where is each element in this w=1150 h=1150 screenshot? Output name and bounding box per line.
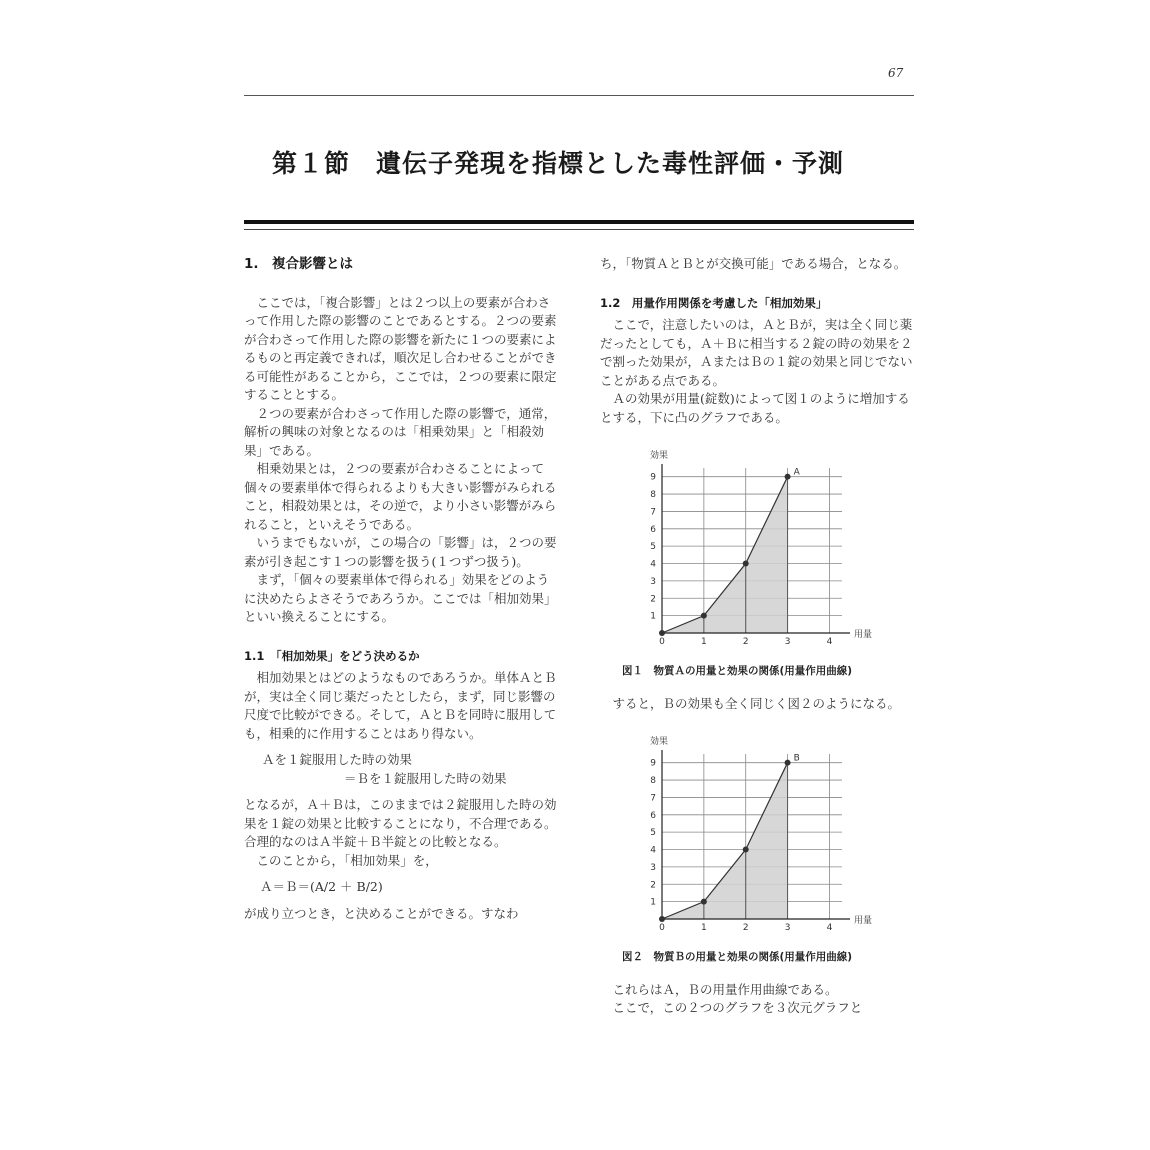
paragraph: これらはＡ，Ｂの用量作用曲線である。 <box>612 981 838 997</box>
subsection-heading: 1.2 用量作用関係を考慮した「相加効果」 <box>600 295 828 310</box>
paragraph: となるが，Ａ＋Ｂは，このままでは２錠服用した時の効果を１錠の効果と比較することになり，不合理である。合理的なのはＡ半錠＋Ｂ半錠との比較となる。 <box>244 797 557 849</box>
x-tick-label: 3 <box>784 923 791 933</box>
y-tick-label: 5 <box>650 828 656 839</box>
page-number: 67 <box>888 66 904 80</box>
x-tick-label: 1 <box>700 637 707 647</box>
y-tick-label: 8 <box>650 776 656 787</box>
y-tick-label: 7 <box>650 793 656 804</box>
title-rule-thin <box>244 229 914 230</box>
y-tick-label: 2 <box>650 594 656 605</box>
paragraph: ち，「物質ＡとＢとが交換可能」である場合，となる。 <box>600 256 907 271</box>
shaded-area <box>662 477 788 633</box>
paragraph: まず，「個々の要素単体で得られる」効果をどのように決めたらよさそうであろうか。ここでは「相加効果」といい換えることにする。 <box>244 572 557 624</box>
x-axis-label: 用量 <box>854 630 873 640</box>
data-point <box>743 847 749 853</box>
paragraph: ここで，注意したいのは，ＡとＢが，実は全く同じ薬だったとしても，Ａ＋Ｂに相当する２錠の時の効果を２で割った効果が，ＡまたはＢの１錠の効果と同じでないことがある点である。 <box>600 317 913 388</box>
title-rule-thick <box>244 220 914 224</box>
x-tick-label: 1 <box>700 923 707 933</box>
paragraph: 相乗効果とは，２つの要素が合わさることによって個々の要素単体で得られるよりも大きい影響がみられること，相殺効果とは，その逆で，より小さい影響がみられること，といえそうである。 <box>244 461 557 532</box>
chapter-title: 第１節 遺伝子発現を指標とした毒性評価・予測 <box>272 149 845 178</box>
x-tick-label: 4 <box>826 923 833 933</box>
y-tick-label: 4 <box>650 845 656 856</box>
dose-response-chart-a <box>614 445 894 660</box>
x-tick-label: 3 <box>784 637 791 647</box>
figure-caption: 図２ 物質Ｂの用量と効果の関係(用量作用曲線) <box>622 951 853 963</box>
paragraph: いうまでもないが，この場合の「影響」は，２つの要素が引き起こす１つの影響を扱う(１つずつ扱う)。 <box>244 535 557 569</box>
y-tick-label: 9 <box>650 758 656 769</box>
point-label: B <box>793 753 800 764</box>
x-tick-label: 2 <box>742 923 749 933</box>
y-axis-label: 効果 <box>650 737 669 747</box>
data-point <box>701 899 707 905</box>
subsection-heading: 1.1 「相加効果」をどう決めるか <box>244 648 420 663</box>
y-tick-label: 3 <box>650 576 656 587</box>
y-tick-label: 2 <box>650 880 656 891</box>
figure-2 <box>600 731 916 946</box>
y-tick-label: 4 <box>650 559 656 570</box>
y-axis-label: 効果 <box>650 451 669 461</box>
equation-line: Ａ＝Ｂ＝(A/2 ＋ B/2) <box>260 879 383 894</box>
point-label: A <box>793 467 800 478</box>
paragraph: が成り立つとき，と決めることができる。すなわ <box>244 905 519 921</box>
y-tick-label: 6 <box>650 810 656 821</box>
y-tick-label: 3 <box>650 862 656 873</box>
paragraph: ここで，この２つのグラフを３次元グラフと <box>612 1000 863 1015</box>
data-point <box>701 613 707 619</box>
data-point <box>785 474 791 480</box>
header-rule <box>244 95 914 96</box>
paragraph: ２つの要素が合わさって作用した際の影響で，通常，解析の興味の対象となるのは「相乗効果」と「相殺効果」である。 <box>244 405 557 458</box>
paragraph: このことから，「相加効果」を， <box>256 852 438 868</box>
figure-caption: 図１ 物質Ａの用量と効果の関係(用量作用曲線) <box>622 665 853 677</box>
x-tick-label: 0 <box>659 923 665 933</box>
figure-1 <box>600 445 916 660</box>
paragraph: Ａの効果が用量(錠数)によって図１のように増加するとする，下に凸のグラフである。 <box>600 391 910 425</box>
section-heading: 1. 複合影響とは <box>244 256 354 272</box>
data-point <box>659 630 665 636</box>
y-tick-label: 1 <box>650 611 656 622</box>
data-point <box>785 760 791 766</box>
x-tick-label: 0 <box>659 637 665 647</box>
x-axis-label: 用量 <box>854 916 873 926</box>
y-tick-label: 6 <box>650 524 656 535</box>
equation-line: ＝Ｂを１錠服用した時の効果 <box>344 770 507 786</box>
dose-response-chart-b <box>614 731 894 946</box>
paragraph: ここでは，「複合影響」とは２つ以上の要素が合わさって作用した際の影響のことであるとする。２つの要素が合わさって作用した際の影響を新たに１つの要素によるものと再定義できれば，順次足し合わせることができる可能性があることから，ここでは，２つの要素に限定することとする。 <box>244 294 557 402</box>
paragraph: 相加効果とはどのようなものであろうか。単体ＡとＢが，実は全く同じ薬だったとしたら，まず，同じ影響の尺度で比較ができる。そして，ＡとＢを同時に服用しても，相乗的に作用することはあり得ない。 <box>244 670 557 741</box>
right-column <box>600 255 916 1018</box>
y-tick-label: 5 <box>650 542 656 553</box>
x-tick-label: 4 <box>826 637 833 647</box>
paragraph: すると，Ｂの効果も全く同じく図２のようになる。 <box>612 695 901 711</box>
y-tick-label: 7 <box>650 507 656 518</box>
y-tick-label: 1 <box>650 897 656 908</box>
y-tick-label: 9 <box>650 472 656 483</box>
shaded-area <box>662 763 788 919</box>
left-column <box>244 255 560 923</box>
y-tick-label: 8 <box>650 490 656 501</box>
equation-line: Ａを１錠服用した時の効果 <box>262 752 413 767</box>
data-point <box>743 561 749 567</box>
data-point <box>659 916 665 922</box>
x-tick-label: 2 <box>742 637 749 647</box>
